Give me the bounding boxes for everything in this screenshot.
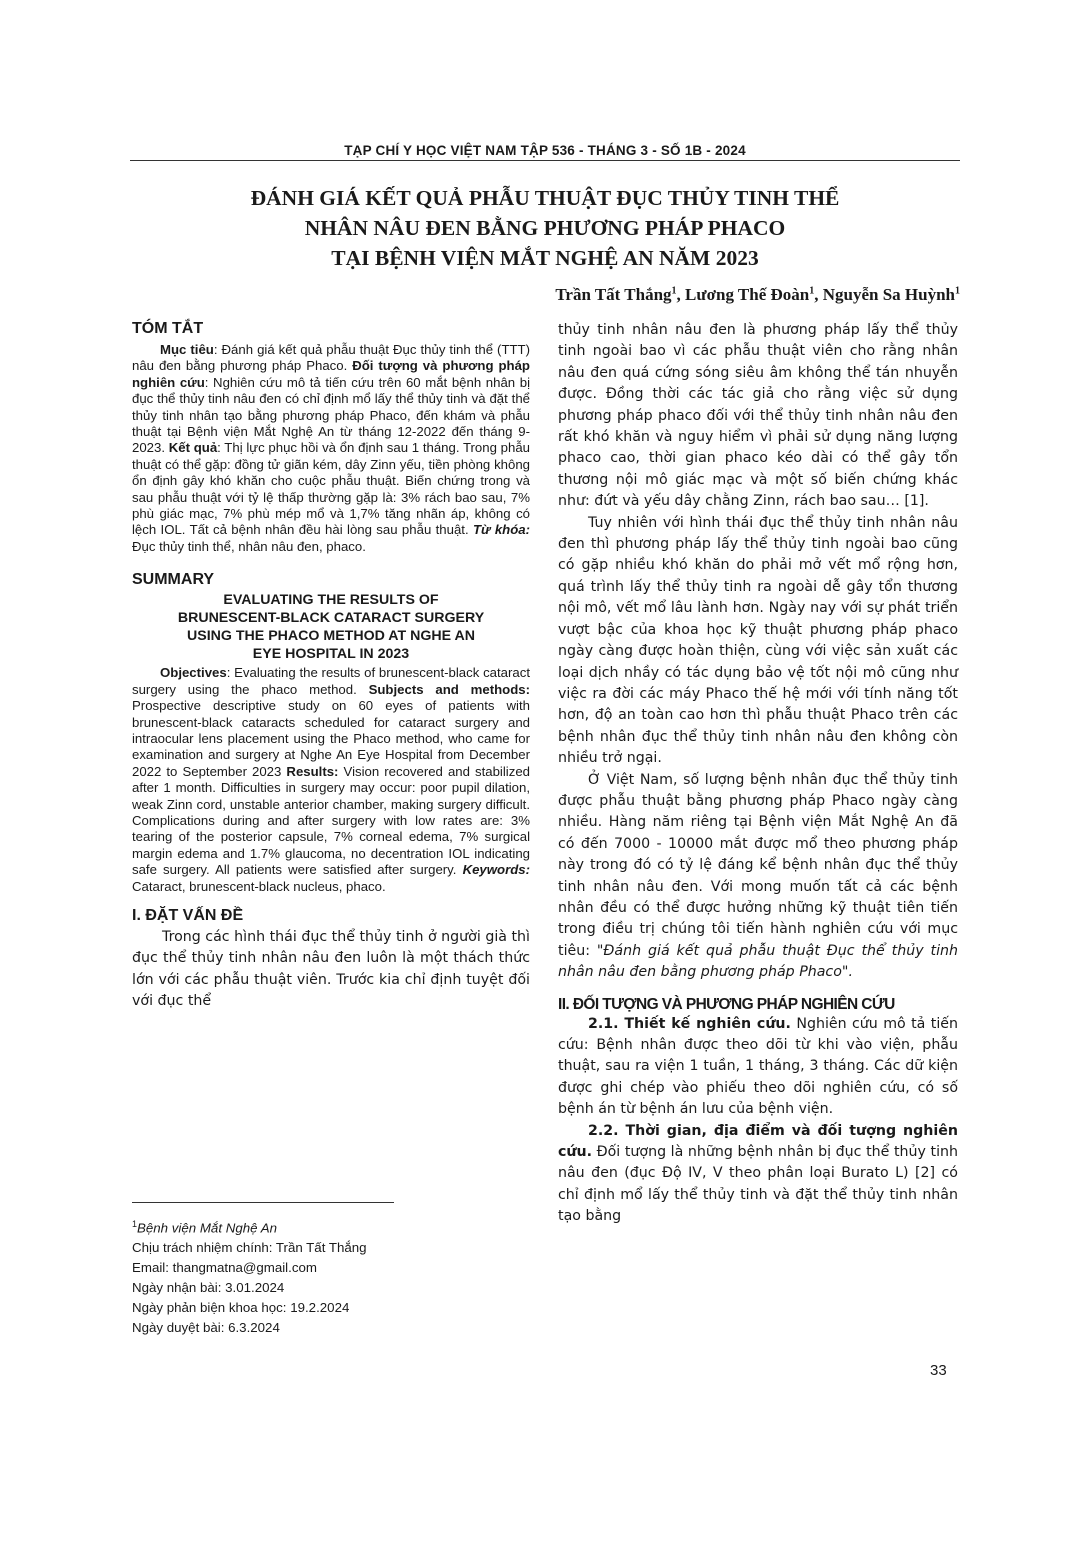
author-list	[130, 285, 960, 305]
author-name: Nguyễn Sa Huỳnh	[822, 285, 955, 304]
section1-para1-part1: Trong các hình thái đục thể thủy tinh ở người già thì đục thể thủy tinh nhân nâu đen luôn là một thách thức lớn với các phẫu thuật viên. Trước kia chỉ định tuyệt đối với đục thể	[132, 928, 530, 1010]
ket-qua-label: Kết quả	[168, 440, 218, 456]
footnotes	[132, 1214, 512, 1338]
section2-1	[558, 1014, 958, 1121]
ket-qua-text: : Thị lực phục hồi và ổn định sau 1 tháng. Trong phẫu thuật có thể gặp: đồng tử giãn kém, dây Zinn yếu, tiền phòng không ổn định gây khó khăn cho cuộc phẫu thuật. Biến chứng trong và sau phẫu thuật với tỷ lệ thấp thường gặp là: 3% rách bao sau, 7% phù giác mạc, 7% phù mép mổ và 1,7% tăng nhãn áp, không có lệch IOL. Tất cả bệnh nhân đều hài lòng sau phẫu thuật.	[132, 440, 531, 538]
tomtat-abstract	[132, 342, 530, 555]
results-label: Results:	[286, 763, 339, 779]
page-number: 33	[930, 1362, 947, 1379]
footnote-received: Ngày nhận bài: 3.01.2024	[132, 1280, 285, 1296]
section2-heading: II. ĐỐI TƯỢNG VÀ PHƯƠNG PHÁP NGHIÊN CỨU	[558, 995, 895, 1013]
section1-para2: Tuy nhiên với hình thái đục thể thủy tinh nhân nâu đen thì phương pháp lấy thể thủy tinh ngoài bao cũng có gặp nhiều khó khăn do phải mở vết mổ rộng hơn, quá trình lấy thể thủy tinh ra ngoài dễ gây tổn thương nội mô, vết mổ lâu lành hơn. Ngày nay với sự phát triển vượt bậc của khoa học kỹ thuật phương pháp phaco ngày càng được hoàn thiện, cùng với việc sản xuất các loại dịch nhầy có tác dụng bảo vệ tốt nội mô cũng như việc ra đời các máy Phaco thế hệ mới với tính năng tốt hơn, độ an toàn cao hơn thì phẫu thuật Phaco trên các bệnh nhân đục thể thủy tinh nhân nâu đen không còn nhiều trở ngại.	[558, 514, 958, 767]
summary-heading: SUMMARY	[132, 571, 215, 589]
title-line-3: TẠI BỆNH VIỆN MẮT NGHỆ AN NĂM 2023	[331, 246, 759, 270]
header-rule	[130, 160, 960, 161]
affiliation-text: Bệnh viện Mắt Nghệ An	[137, 1220, 277, 1236]
footnote-reviewed: Ngày phản biện khoa học: 19.2.2024	[132, 1300, 350, 1316]
author-affiliation-sup: 1	[955, 285, 960, 297]
tu-khoa-label: Từ khóa:	[473, 522, 531, 538]
subjects-text: Prospective descriptive study on 60 eyes of patients with brunescent-black cataracts scheduled for cataract surgery and intraocular lens placement using the Phaco method, who came for examination and surgery at Nghe An Eye Hospital from December 2022 to September 2023	[132, 698, 530, 779]
summary-title-line: EVALUATING THE RESULTS OF	[223, 592, 439, 609]
results-text: Vision recovered and stabilized after 1 month. Difficulties in surgery may occur: poor pupil dilation, weak Zinn cord, unstable anterior chamber, making surgery difficult. Complications during and after surgery with low rates are: 3% tearing of the posterior capsule, 7% corneal edema, 7% surgical margin edema and 1.7% glaucoma, no decentration IOL indicating safe surgery. All patients were satisfied after surgery.	[132, 763, 530, 878]
s22-label: 2.2. Thời gian, địa điểm và đối tượng nghiên cứu.	[558, 1122, 958, 1161]
footnote-affiliation	[132, 1214, 512, 1238]
summary-abstract	[132, 665, 530, 895]
summary-title-line: BRUNESCENT-BLACK CATARACT SURGERY	[177, 610, 485, 627]
keywords-label: Keywords:	[462, 862, 530, 878]
author-name: Lương Thế Đoàn	[685, 285, 810, 304]
muc-tieu-text: : Đánh giá kết quả phẫu thuật Đục thủy tinh thể (TTT) nâu đen bằng phương pháp Phaco.	[132, 342, 531, 374]
tu-khoa-text: Đục thủy tinh thể, nhân nâu đen, phaco.	[132, 538, 366, 554]
s22-text: Đối tượng là những bệnh nhân bị đục thể thủy tinh nâu đen (đục Độ IV, V theo phân loại Burato L) [2] có chỉ định mổ lấy thể thủy tinh và đặt thể thủy tinh nhân tạo bằng	[558, 1144, 958, 1225]
footnote-accepted: Ngày duyệt bài: 6.3.2024	[132, 1320, 280, 1336]
doi-tuong-text: : Nghiên cứu mô tả tiến cứu trên 60 mắt bệnh nhân bị đục thể thủy tinh nâu đen có chỉ định mổ lấy thể thủy tinh và đặt thể thủy tinh nhân tạo bằng phương pháp Phaco, đến khám và phẫu thuật tại Bệnh viện Mắt Nghệ An từ tháng 12-2022 đến tháng 9-2023.	[132, 374, 531, 456]
affiliation-sup: 1	[132, 1219, 138, 1229]
para3-text: Ở Việt Nam, số lượng bệnh nhân đục thể thủy tinh được phẫu thuật bằng phương pháp Phaco ngày càng nhiều. Hàng năm riêng tại Bệnh viện Mắt Nghệ An đã có đến 7000 - 10000 mắt được mổ theo phương pháp này trong đó có tỷ lệ đáng kể bệnh nhân đục thể thủy tinh nhân nâu đen. Với mong muốn tất cả các bệnh nhân đều có thể được hưởng những kỹ thuật tiên tiến trong điều trị chúng tôi tiến hành nghiên cứu với mục tiêu:	[558, 771, 958, 959]
subjects-label: Subjects and methods:	[368, 681, 530, 697]
tomtat-heading: TÓM TẮT	[132, 320, 204, 337]
s21-label: 2.1. Thiết kế nghiên cứu.	[588, 1015, 791, 1032]
journal-header: TẠP CHÍ Y HỌC VIỆT NAM TẬP 536 - THÁNG 3 - SỐ 1B - 2024	[344, 143, 746, 158]
author-name: Trần Tất Thắng	[555, 285, 672, 304]
section1-para1-part2: thủy tinh nhân nâu đen là phương pháp lấy thể thủy tinh ngoài bao vì các phẫu thuật viên cho rằng nhân nâu đen quá cứng sóng siêu âm không thể tán nhuyễn được. Đồng thời các tác giả cho rằng việc sử dụng phương pháp phaco đối với thể thủy tinh nhân nâu đen rất khó khăn và nguy hiểm vì phải sử dụng năng lượng phaco cao, thời gian phaco kéo dài có thể gây tổn thương nội mô giác mạc và một số biến chứng khác như: đứt và yếu dây chằng Zinn, rách bao sau… [1].	[558, 322, 958, 510]
summary-title-line: USING THE PHACO METHOD AT NGHE AN	[187, 628, 475, 645]
keywords-text: Cataract, brunescent-black nucleus, phaco.	[132, 878, 386, 894]
footnote-responsible: Chịu trách nhiệm chính: Trần Tất Thắng	[132, 1240, 367, 1256]
left-column	[132, 320, 530, 1013]
title-line-2: NHÂN NÂU ĐEN BẰNG PHƯƠNG PHÁP PHACO	[304, 216, 786, 240]
section2-2	[558, 1121, 958, 1228]
section1-heading: I. ĐẶT VẤN ĐỀ	[132, 906, 244, 924]
objectives-text: : Evaluating the results of brunescent-black cataract surgery using the phaco method.	[132, 665, 530, 697]
summary-title-line: EYE HOSPITAL IN 2023	[252, 646, 410, 663]
footnote-email: Email: thangmatna@gmail.com	[132, 1260, 317, 1276]
author-separator: ,	[814, 285, 823, 304]
author-affiliation-sup: 1	[671, 285, 677, 297]
muc-tieu-label: Mục tiêu	[160, 342, 214, 357]
summary-title	[132, 591, 530, 663]
objectives-label: Objectives	[160, 665, 227, 681]
author-affiliation-sup: 1	[809, 285, 815, 297]
footnote-rule	[132, 1202, 394, 1203]
article-title	[130, 183, 960, 273]
para3-objective: "Đánh giá kết quả phẫu thuật Đục thể thủy tinh nhân nâu đen bằng phương pháp Phaco".	[558, 942, 958, 981]
doi-tuong-label: Đối tượng và phương pháp nghiên cứu	[132, 358, 530, 390]
section1-para3	[558, 770, 958, 984]
title-line-1: ĐÁNH GIÁ KẾT QUẢ PHẪU THUẬT ĐỤC THỦY TINH THỂ	[250, 186, 840, 210]
s21-text: Nghiên cứu mô tả tiến cứu: Bệnh nhân được theo dõi từ khi vào viện, phẫu thuật, sau ra viện 1 tuần, 1 tháng, 3 tháng. Các dữ kiện được ghi chép vào phiếu theo dõi nghiên cứu, có số bệnh án từ bệnh án lưu của bệnh viện.	[558, 1015, 958, 1118]
right-column	[558, 320, 958, 1228]
author-separator: ,	[676, 285, 686, 304]
